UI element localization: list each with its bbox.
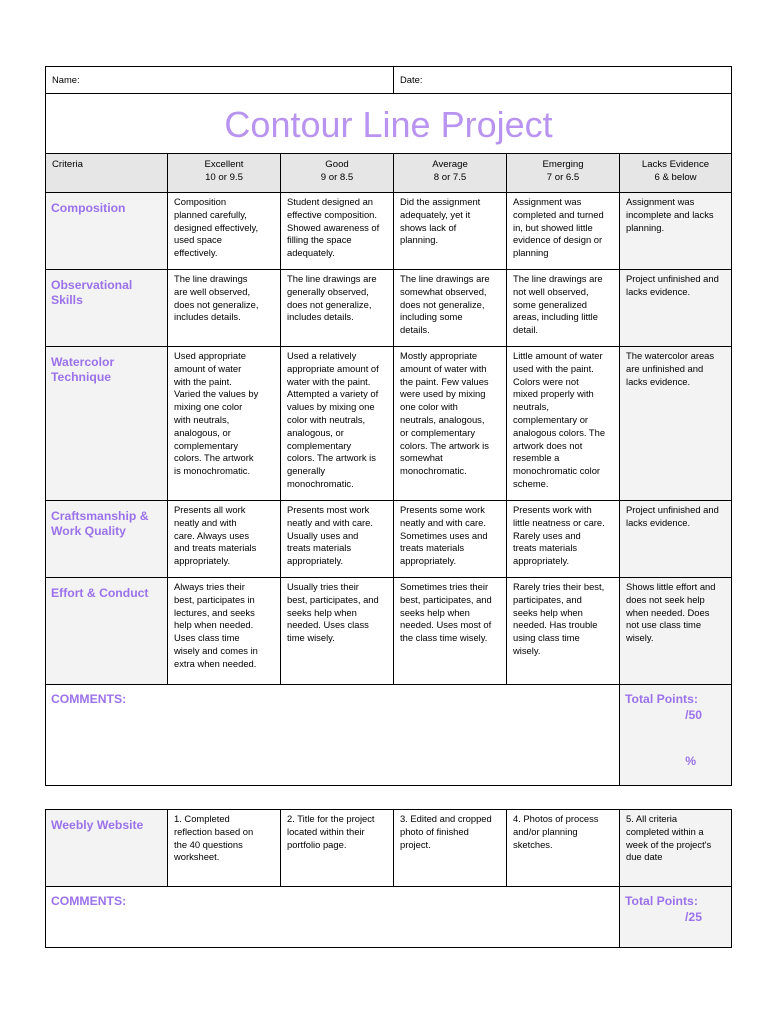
criteria-label: Effort & Conduct [46, 578, 168, 685]
rubric-row [46, 193, 732, 270]
criteria-label: Composition [46, 193, 168, 270]
column-header-criteria: Criteria [46, 154, 168, 193]
name-field[interactable] [46, 67, 394, 94]
rubric-row [46, 270, 732, 347]
criteria-weebly-website: Weebly Website [46, 810, 168, 887]
website-criteria-cell: 4. Photos of process and/or planning sketches. [507, 810, 620, 887]
percent-label: % [685, 754, 697, 768]
rubric-cell-excellent: Composition planned carefully, designed effectively, used space effectively. [168, 193, 281, 270]
rubric-cell-emerging: Assignment was completed and turned in, but showed little evidence of design or planning [507, 193, 620, 270]
rubric-cell-average: Did the assignment adequately, yet it shows lack of planning. [394, 193, 507, 270]
rubric-cell-good: Usually tries their best, participates, and seeks help when needed. Uses class time wisely. [281, 578, 394, 685]
date-label: Date: [400, 74, 423, 85]
column-header-lacks-evidence: Lacks Evidence 6 & below [620, 154, 732, 193]
rubric-cell-lacks-evidence: Project unfinished and lacks evidence. [620, 501, 732, 578]
website-criteria-cell: 2. Title for the project located within their portfolio page. [281, 810, 394, 887]
column-header-excellent: Excellent 10 or 9.5 [168, 154, 281, 193]
rubric-cell-lacks-evidence: Shows little effort and does not seek help when needed. Does not use class time wisely. [620, 578, 732, 685]
rubric-cell-lacks-evidence: The watercolor areas are unfinished and lacks evidence. [620, 347, 732, 501]
title-cell [46, 94, 732, 154]
total-points-label: Total Points: [625, 692, 698, 706]
column-header-good: Good 9 or 8.5 [281, 154, 394, 193]
rubric-cell-emerging: Presents work with little neatness or care. Rarely uses and treats materials appropriately. [507, 501, 620, 578]
website-criteria-cell: 3. Edited and cropped photo of finished project. [394, 810, 507, 887]
rubric-cell-emerging: Rarely tries their best, participates, and seeks help when needed. Has trouble using class time wisely. [507, 578, 620, 685]
rubric-cell-good: Used a relatively appropriate amount of water with the paint. Attempted a variety of values by mixing one color with neutrals, analogous, or complementary colors. The artwork is generally monochromatic. [281, 347, 394, 501]
rubric-cell-average: Presents some work neatly and with care. Sometimes uses and treats materials appropriately. [394, 501, 507, 578]
comments-box[interactable] [46, 685, 620, 786]
rubric-row [46, 501, 732, 578]
date-field[interactable] [394, 67, 732, 94]
rubric-cell-good: The line drawings are generally observed, does not generalize, includes details. [281, 270, 394, 347]
column-header-average: Average 8 or 7.5 [394, 154, 507, 193]
rubric-table [45, 66, 732, 786]
page-title: Contour Line Project [224, 104, 553, 145]
website-criteria-cell: 5. All criteria completed within a week of the project's due date [620, 810, 732, 887]
criteria-label: Observational Skills [46, 270, 168, 347]
total-points-out-of: /50 [685, 708, 703, 722]
rubric-row [46, 347, 732, 501]
website-criteria-cell: 1. Completed reflection based on the 40 questions worksheet. [168, 810, 281, 887]
rubric-cell-lacks-evidence: Project unfinished and lacks evidence. [620, 270, 732, 347]
rubric-cell-emerging: The line drawings are not well observed, some generalized areas, including little detail. [507, 270, 620, 347]
rubric-cell-average: Sometimes tries their best, participates, and seeks help when needed. Uses most of the class time wisely. [394, 578, 507, 685]
rubric-cell-average: Mostly appropriate amount of water with the paint. Few values were used by mixing one color with neutrals, analogous, or complementary colors. The artwork is somewhat monochromatic. [394, 347, 507, 501]
website-comments-box[interactable] [46, 887, 620, 948]
rubric-cell-excellent: Always tries their best, participates in lectures, and seeks help when needed. Uses class time wisely and comes in extra when needed. [168, 578, 281, 685]
website-comments-label: COMMENTS: [51, 894, 127, 908]
website-total-points-out-of: /25 [685, 910, 702, 924]
website-total-points-label: Total Points: [625, 894, 698, 908]
name-label: Name: [52, 74, 80, 85]
rubric-cell-emerging: Little amount of water used with the paint. Colors were not mixed properly with neutrals, complementary or analogous colors. The artwork does not resemble a monochromatic color scheme. [507, 347, 620, 501]
rubric-cell-good: Student designed an effective composition. Showed awareness of filling the space adequately. [281, 193, 394, 270]
rubric-cell-excellent: Used appropriate amount of water with the paint. Varied the values by mixing one color with neutrals, analogous, or complementary colors. The artwork is monochromatic. [168, 347, 281, 501]
website-table [45, 809, 732, 948]
rubric-cell-excellent: Presents all work neatly and with care. Always uses and treats materials appropriately. [168, 501, 281, 578]
rubric-cell-excellent: The line drawings are well observed, does not generalize, includes details. [168, 270, 281, 347]
rubric-row [46, 578, 732, 685]
criteria-label: Watercolor Technique [46, 347, 168, 501]
total-points-box[interactable] [620, 685, 732, 786]
criteria-label: Craftsmanship & Work Quality [46, 501, 168, 578]
website-total-points-box[interactable] [620, 887, 732, 948]
comments-label: COMMENTS: [51, 692, 127, 706]
rubric-cell-lacks-evidence: Assignment was incomplete and lacks planning. [620, 193, 732, 270]
rubric-cell-average: The line drawings are somewhat observed, does not generalize, including some details. [394, 270, 507, 347]
column-header-emerging: Emerging 7 or 6.5 [507, 154, 620, 193]
rubric-cell-good: Presents most work neatly and with care. Usually uses and treats materials appropriately. [281, 501, 394, 578]
